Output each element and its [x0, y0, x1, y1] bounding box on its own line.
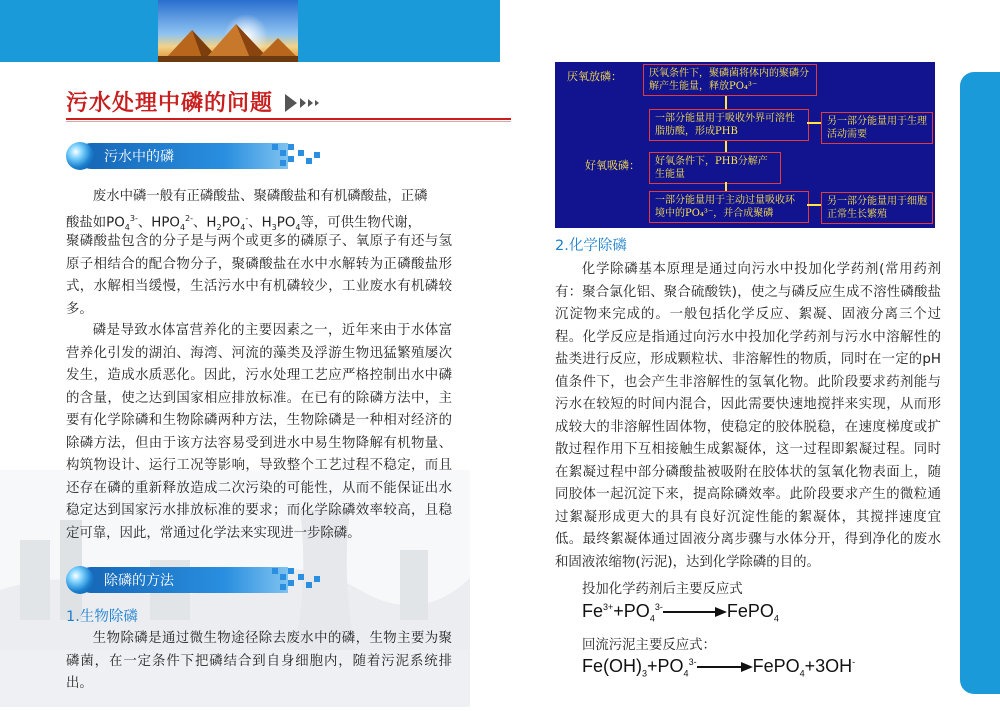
- title-underline-thin: [66, 121, 511, 122]
- section-title-removal: 除磷的方法: [104, 573, 174, 589]
- reaction-arrow-icon: [663, 606, 727, 618]
- diagram-box-growth: 另一部分能量用于细胞正常生长繁殖: [821, 192, 933, 224]
- bio-phosphorus-flow-diagram: [555, 62, 935, 228]
- paragraph-eutrophication: 磷是导致水体富营养化的主要因素之一，近年来由于水体富营养化引发的湖泊、海湾、河流的藻类及浮游生物迅猛繁殖屡次发生，造成水质恶化。因此，污水处理工艺应严格控制出水中磷的含量，使之达到国家相应排放标准。在已有的除磷方法中，主要有化学除磷和生物除磷两种方法，生物除磷是一种相对经济的除磷方法，但由于该方法容易受到进水中易生物降解有机物量、构筑物设计、运行工况等影响，导致整个工艺过程不稳定，而且还存在磷的重新释放造成二次污染的可能性，从而不能保证出水稳定达到国家污水排放标准的要求；而化学除磷效率较高，且稳定可靠，因此，常通过化学法来实现进一步除磷。: [66, 323, 452, 541]
- paragraph-chem-removal: 化学除磷基本原理是通过向污水中投加化学药剂(常用药剂有：聚合氯化铝、聚合硫酸铁)，使之与磷反应生成不溶性磷酸盐沉淀物来完成的。一般包括化学反应、絮凝、固液分离三个过程。化学反应是指通过向污水中投加化学药剂与污水中溶解性的盐类进行反应，形成颗粒状、非溶解性的物质，同时在一定的pH值条件下，也会产生非溶解性的氢氧化物。此阶段要求药剂能与污水在较短的时间内混合，因此需要快速地搅拌来实现，从而形成较大的非溶解性固体物，使稳定的胶体脱稳，在速度梯度或扩散过程作用下互相接触生成絮凝体，这一过程即絮凝过程。同时在絮凝过程中部分磷酸盐被吸附在胶体状的氢氧化物表面上，随同胶体一起沉淀下来，提高除磷效率。此阶段要求产生的微粒通过絮凝形成更大的具有良好沉淀性能的絮凝体，其搅拌速度宜低。最终絮凝体通过固液分离步骤与水体分开，得到净化的废水和固液浓缩物(污泥)，达到化学除磷的目的。: [555, 262, 941, 570]
- diagram-box-absorb-phosphate: 一部分能量用于主动过量吸收环境中的PO₄³⁻，并合成聚磷: [649, 191, 809, 223]
- text-hpo4: 、HPO: [137, 215, 180, 231]
- paragraph-phosphorus-forms: [66, 186, 452, 209]
- text-h3po4: 、H: [248, 215, 272, 231]
- diagram-label-aerobic: 好氧吸磷：: [585, 159, 640, 172]
- text-po4: 酸盐如PO: [66, 215, 125, 231]
- subheading-chem-removal: 2.化学除磷: [555, 238, 627, 254]
- subheading-bio-removal: 1.生物除磷: [66, 609, 138, 625]
- page-title: 污水处理中磷的问题: [66, 91, 274, 116]
- pixel-decoration-icon: [272, 144, 322, 168]
- bullet-orb-icon: [66, 566, 94, 594]
- title-arrows-icon: [285, 92, 325, 118]
- diagram-box-anaerobic: 厌氧条件下，聚磷菌将体内的聚磷分解产生能量，释放PO₄³⁻: [643, 64, 817, 96]
- section-title-phosphorus: 污水中的磷: [104, 149, 174, 165]
- paragraph-bio-removal: 生物除磷是通过微生物途径除去废水中的磷，生物主要为聚磷菌，在一定条件下把磷结合到自身细胞内，随着污泥系统排出。: [66, 631, 452, 691]
- diagram-box-absorb-fatty-acid: 一部分能量用于吸收外界可溶性脂肪酸，形成PHB: [649, 109, 809, 141]
- title-underline: [66, 118, 511, 120]
- diagram-connector: [725, 96, 727, 110]
- text-line-end: 等，可供生物代谢，: [300, 215, 421, 231]
- bullet-orb-icon: [66, 142, 94, 170]
- pyramid-photo: [158, 0, 298, 62]
- text-h2po4: 、H: [193, 215, 217, 231]
- text-line: 废水中磷一般有正磷酸盐、聚磷酸盐和有机磷酸盐，正磷: [92, 189, 428, 204]
- diagram-connector: [807, 122, 821, 124]
- reaction-arrow-icon: [697, 661, 753, 673]
- diagram-connector: [807, 204, 821, 206]
- pixel-decoration-icon: [272, 568, 322, 592]
- side-tab-stripe: [960, 72, 1000, 694]
- diagram-box-aerobic: 好氧条件下，PHB分解产生能量: [649, 152, 781, 184]
- reaction-formula-fe: $Fe^{3+}+PO_4^{3-}$ FePO$_4$: [582, 601, 779, 624]
- reaction-formula-feoh: $Fe(OH)_3+PO_4^{3-}$ FePO$_4$+3OH-: [582, 656, 856, 679]
- diagram-label-anaerobic: 厌氧放磷：: [567, 70, 622, 83]
- reaction-label-sludge: 回流污泥主要反应式：: [582, 638, 716, 653]
- diagram-box-physiology: 另一部分能量用于生理活动需要: [821, 112, 933, 144]
- reaction-label-dosing: 投加化学药剂后主要反应式: [582, 582, 743, 597]
- paragraph-phosphate-formulas: 酸盐如$PO_4^{3-}$、$HPO_4^{2-}$、$H_2PO_4^-$、$H_3PO_4$等，可供生物代谢，: [66, 214, 421, 233]
- paragraph-polyphosphate: 聚磷酸盐包含的分子是与两个或更多的磷原子、氧原子有还与氢原子相结合的配合物分子，聚磷酸盐在水中水解转为正磷酸盐形式，水解相当缓慢，生活污水中有机磷较少，工业废水有机磷较多。: [66, 234, 452, 317]
